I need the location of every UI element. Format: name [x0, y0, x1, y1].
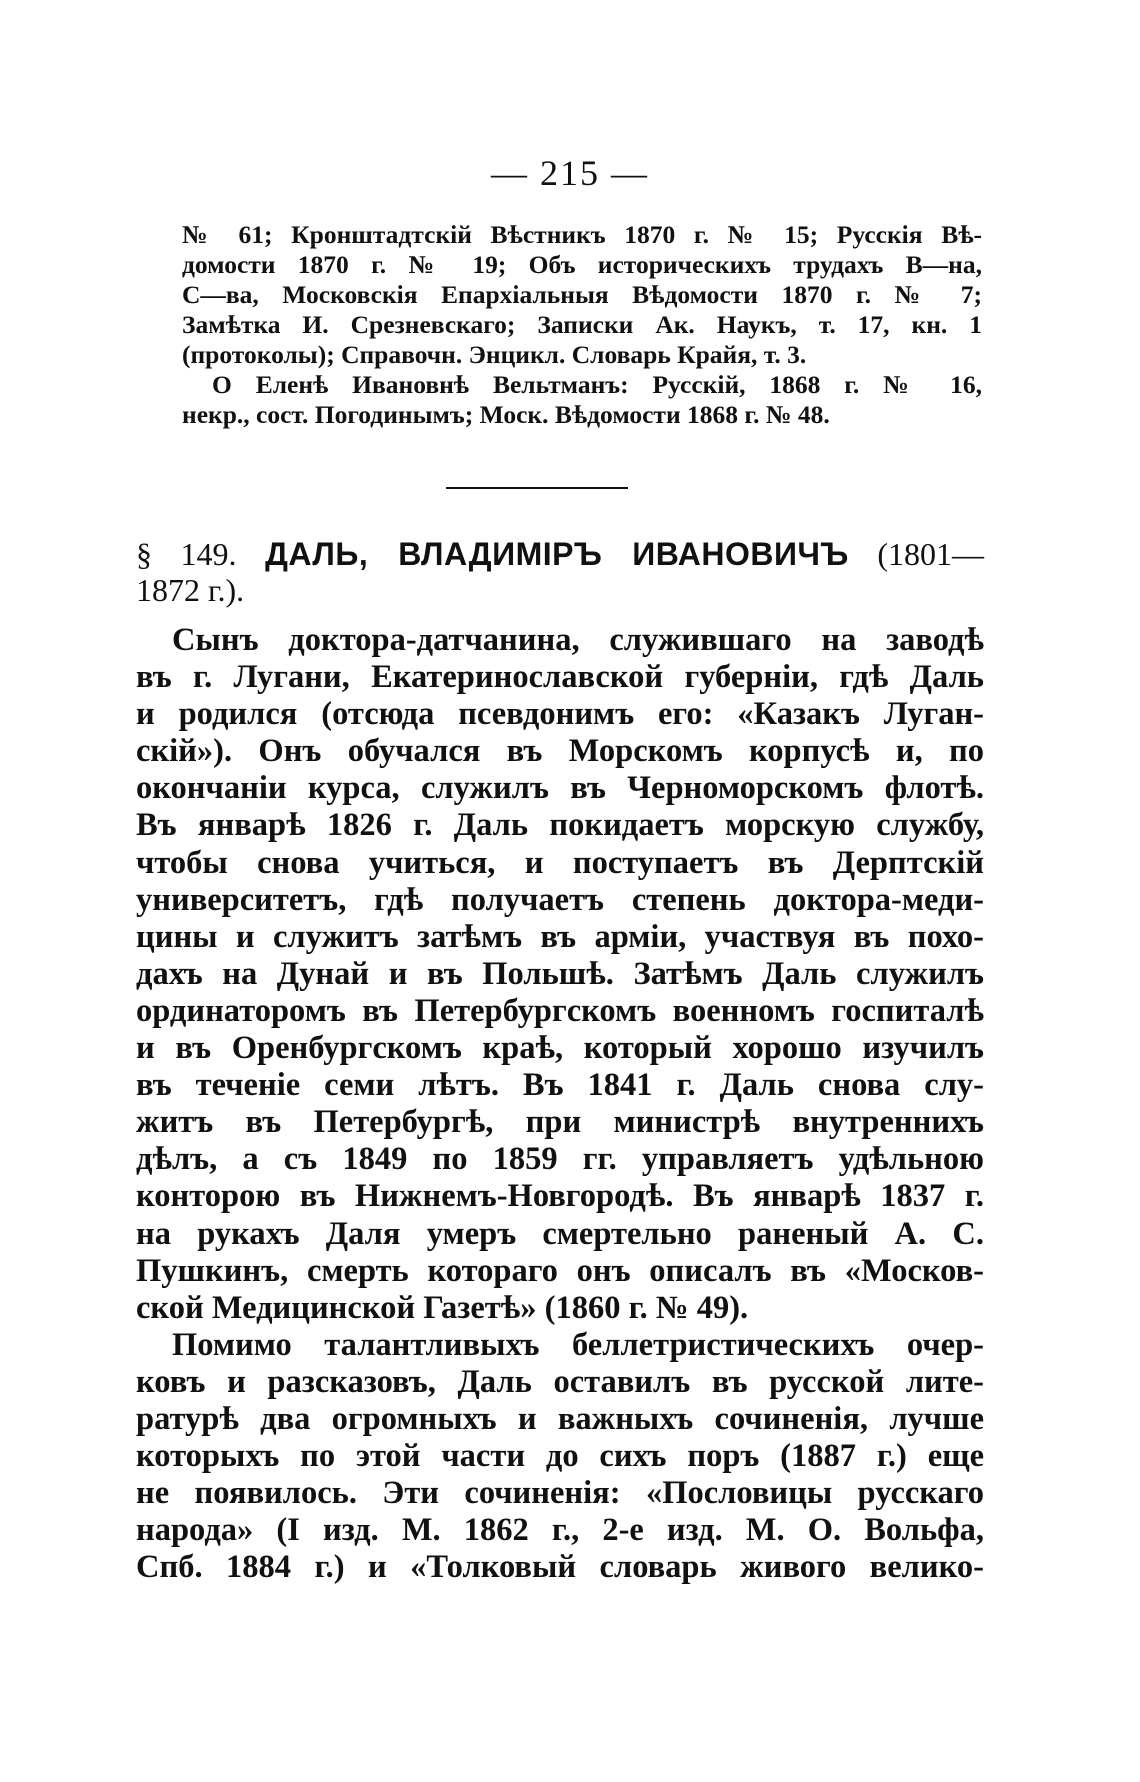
body-line: ратурѣ два огромныхъ и важныхъ сочиненія, лучше — [136, 1400, 984, 1437]
reference-line: О Еленѣ Ивановнѣ Вельтманъ: Русскій, 1868 г. № 16, — [212, 370, 982, 399]
body-text — [136, 622, 984, 1586]
body-line: чтобы снова учиться, и поступаетъ въ Дерптскій — [136, 844, 984, 881]
reference-line: (протоколы); Справочн. Энцикл. Словарь Крайя, т. 3. — [182, 340, 807, 369]
section-heading-line-1 — [136, 536, 984, 572]
body-line: дахъ на Дунай и въ Польшѣ. Затѣмъ Даль служилъ — [136, 955, 984, 992]
reference-line: некр., сост. Погодинымъ; Моск. Вѣдомости 1868 г. № 48. — [182, 400, 830, 429]
section-divider — [446, 487, 628, 489]
body-line: Сынъ доктора-датчанина, служившаго на заводѣ — [172, 622, 984, 658]
body-line: ской Медицинской Газетѣ» (1860 г. № 49). — [136, 1289, 749, 1326]
section-number: § 149. — [136, 536, 237, 572]
body-line: въ теченіе семи лѣтъ. Въ 1841 г. Даль снова слу- — [136, 1067, 984, 1104]
body-line: не появилось. Эти сочиненія: «Пословицы русскаго — [136, 1475, 984, 1512]
body-line: университетъ, гдѣ получаетъ степень доктора-меди- — [136, 881, 984, 918]
body-line: которыхъ по этой части до сихъ поръ (1887 г.) еще — [136, 1438, 984, 1475]
reference-line: Замѣтка И. Срезневскаго; Записки Ак. Наукъ, т. 17, кн. 1 — [182, 310, 982, 339]
body-line: окончаніи курса, служилъ въ Черноморскомъ флотѣ. — [136, 770, 984, 807]
body-line: ковъ и разсказовъ, Даль оставилъ въ русской лите- — [136, 1363, 984, 1400]
body-line: цины и служитъ затѣмъ въ арміи, участвуя въ похо- — [136, 918, 984, 955]
body-line: Въ январѣ 1826 г. Даль покидаетъ морскую службу, — [136, 807, 984, 844]
references-block — [182, 220, 982, 430]
section-dates-end: 1872 г.). — [136, 572, 245, 608]
reference-line: домости 1870 г. № 19; Объ историческихъ трудахъ В—на, — [182, 250, 982, 279]
body-line: народа» (I изд. М. 1862 г., 2-е изд. М. О. Вольфа, — [136, 1512, 984, 1549]
body-line: конторою въ Нижнемъ-Новгородѣ. Въ январѣ 1837 г. — [136, 1178, 984, 1215]
body-line: ординаторомъ въ Петербургскомъ военномъ госпиталѣ — [136, 992, 984, 1029]
body-line: и въ Оренбургскомъ краѣ, который хорошо изучилъ — [136, 1030, 984, 1067]
page-number: — 215 — — [491, 153, 649, 193]
section-name: ДАЛЬ, ВЛАДИМІРЪ ИВАНОВИЧЪ — [265, 536, 849, 572]
body-line: Пушкинъ, смерть котораго онъ описалъ въ «Москов- — [136, 1252, 984, 1289]
reference-line: № 61; Кронштадтскій Вѣстникъ 1870 г. № 15; Русскія Вѣ- — [182, 220, 982, 249]
section-heading-line-2 — [136, 572, 984, 608]
reference-line: С—ва, Московскія Епархіальныя Вѣдомости 1870 г. № 7; — [182, 280, 982, 309]
body-line: скій»). Онъ обучался въ Морскомъ корпусѣ и, по — [136, 733, 984, 770]
body-line: дѣлъ, а съ 1849 по 1859 гг. управляетъ удѣльною — [136, 1141, 984, 1178]
body-line: на рукахъ Даля умеръ смертельно раненый А. С. — [136, 1215, 984, 1252]
section-dates-start: (1801— — [877, 536, 985, 572]
body-line: въ г. Лугани, Екатеринославской губерніи, гдѣ Даль — [136, 659, 984, 696]
body-line: и родился (отсюда псевдонимъ его: «Казакъ Луган- — [136, 696, 984, 733]
section-heading — [136, 536, 984, 608]
body-line: Помимо талантливыхъ беллетристическихъ очер- — [172, 1326, 984, 1363]
body-line: житъ въ Петербургѣ, при министрѣ внутреннихъ — [136, 1104, 984, 1141]
body-line: Спб. 1884 г.) и «Толковый словарь живого велико- — [136, 1549, 984, 1586]
